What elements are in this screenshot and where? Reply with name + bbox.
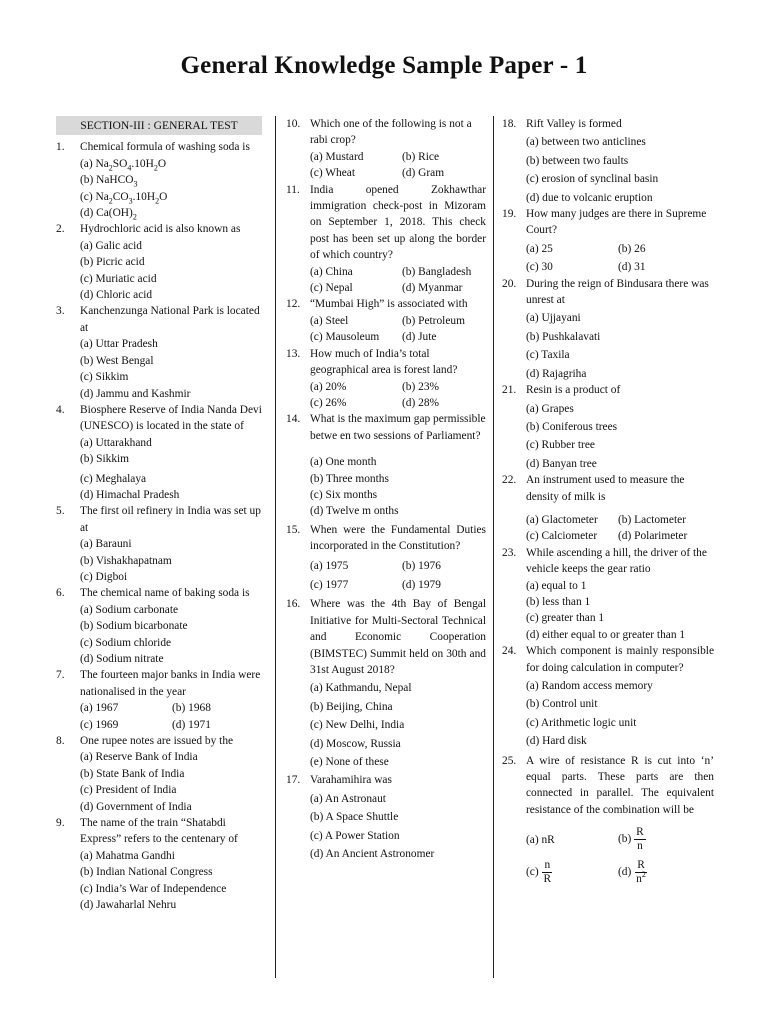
- question-text: What is the maximum gap permissible betwe en two sessions of Parliament?: [310, 413, 486, 442]
- option-c: (c) A Power Station: [310, 829, 400, 842]
- option-d: (d) Jawaharlal Nehru: [80, 899, 177, 912]
- option-a: (a) Mustard: [310, 150, 364, 163]
- option-a: (a) Reserve Bank of India: [80, 751, 198, 764]
- question-19: [502, 206, 714, 276]
- question-text: The first oil refinery in India was set up at: [80, 505, 261, 534]
- question-text: Varahamihira was: [310, 774, 392, 787]
- question-text: The chemical name of baking soda is: [80, 587, 250, 600]
- column-3: [502, 116, 714, 886]
- option-a: (a) Mahatma Gandhi: [80, 849, 175, 862]
- question-number: 9.: [56, 817, 65, 830]
- question-number: 7.: [56, 669, 65, 682]
- question-number: 18.: [502, 118, 517, 130]
- question-text: Kanchenzunga National Park is located at: [80, 305, 260, 334]
- question-17: [286, 772, 486, 862]
- option-b: (b) 1968: [172, 702, 211, 715]
- option-d: (d) Hard disk: [526, 735, 587, 748]
- option-b: (b) Pushkalavati: [526, 330, 601, 343]
- option-a: (a) Ujjayani: [526, 312, 581, 325]
- option-c: (c) Six months: [310, 488, 378, 501]
- question-text: Resin is a product of: [526, 384, 621, 397]
- column-divider: [493, 116, 494, 978]
- fraction: $\frac{n}{R}$: [543, 859, 552, 886]
- fraction: $\frac{R}{n^2}$: [636, 859, 646, 886]
- question-text: How much of India’s total geographical area is forest land?: [310, 347, 458, 377]
- option-a: (a) Barauni: [80, 538, 132, 551]
- option-a: (a) China: [310, 265, 353, 278]
- option-b: (b) 26: [618, 242, 646, 255]
- option-c: (c) Digboi: [80, 570, 128, 583]
- option-b: (b) 23%: [402, 380, 440, 393]
- question-8: [56, 733, 262, 815]
- option-b: (b) less than 1: [526, 595, 591, 608]
- option-c: (c) Sikkim: [80, 371, 129, 384]
- question-12: [286, 296, 486, 345]
- option-b: (b) West Bengal: [80, 354, 154, 367]
- question-number: 24.: [502, 645, 517, 658]
- option-a: (a) Steel: [310, 314, 349, 327]
- question-13: [286, 346, 486, 412]
- option-c: (c) Rubber tree: [526, 439, 595, 452]
- option-b: (b) 1976: [402, 559, 441, 572]
- question-15: [286, 522, 486, 594]
- option-a: (a) Sodium carbonate: [80, 603, 179, 616]
- option-d: (d) Gram: [402, 167, 445, 180]
- question-18: [502, 116, 714, 206]
- option-a: (a) One month: [310, 456, 377, 469]
- option-d: (d) Sodium nitrate: [80, 653, 164, 665]
- question-text: Chemical formula of washing soda is: [80, 141, 250, 154]
- option-d: (d) $\frac{R}{n^2}$: [618, 859, 646, 886]
- option-a: (a) 20%: [310, 380, 347, 393]
- question-text: India opened Zokhawthar immigration check-post in Mizoram on September 1, 2018. This check post has been set up along the border of which country?: [310, 183, 486, 262]
- question-text: Which one of the following is not a rabi crop?: [310, 118, 472, 147]
- option-b: (b) Petroleum: [402, 314, 465, 327]
- question-text: An instrument used to measure the density of milk is: [526, 474, 685, 503]
- option-a: (a) $Na_2SO_4.10H_2O$: [80, 157, 167, 173]
- question-text: Hydrochloric acid is also known as: [80, 223, 241, 236]
- option-c: (c) Mausoleum: [310, 331, 380, 344]
- question-number: 12.: [286, 298, 301, 311]
- option-b: (b) Coniferous trees: [526, 420, 618, 433]
- option-c: (c) Meghalaya: [80, 472, 147, 485]
- option-b: (b) Indian National Congress: [80, 866, 213, 879]
- question-6: [56, 585, 262, 667]
- option-a: (a) Random access memory: [526, 680, 653, 692]
- option-b: (b) Control unit: [526, 698, 598, 711]
- question-21: [502, 382, 714, 472]
- question-text: During the reign of Bindusara there was unrest at: [526, 277, 709, 307]
- question-number: 10.: [286, 118, 301, 130]
- option-b: (b) between two faults: [526, 154, 629, 167]
- option-a: (a) Glactometer: [526, 513, 598, 526]
- question-number: 8.: [56, 735, 65, 748]
- option-a: (a) 1975: [310, 559, 349, 572]
- option-d: (d) Polarimeter: [618, 530, 688, 543]
- option-d: (d) Chloric acid: [80, 289, 153, 302]
- option-d: (d) 1971: [172, 718, 211, 731]
- question-25: [502, 753, 714, 887]
- question-text: Biosphere Reserve of India Nanda Devi (UNESCO) is located in the state of: [80, 403, 262, 433]
- option-b: (b) State Bank of India: [80, 767, 185, 780]
- question-2: [56, 221, 262, 303]
- option-d: (d) Twelve m onths: [310, 505, 399, 518]
- question-22: [502, 472, 714, 545]
- question-14: [286, 411, 486, 519]
- question-number: 1.: [56, 141, 65, 154]
- column-divider: [275, 116, 276, 978]
- option-b: (b) $\frac{R}{n}$: [618, 826, 644, 853]
- option-c: (c) Arithmetic logic unit: [526, 716, 637, 729]
- question-text: When were the Fundamental Duties incorporated in the Constitution?: [310, 523, 486, 553]
- question-text: How many judges are there in Supreme Court?: [526, 208, 707, 237]
- option-d: (d) due to volcanic eruption: [526, 191, 653, 204]
- option-c: (c) New Delhi, India: [310, 719, 405, 732]
- question-number: 14.: [286, 413, 301, 426]
- question-number: 6.: [56, 587, 65, 600]
- question-number: 4.: [56, 403, 65, 416]
- option-a: (a) Uttarakhand: [80, 436, 152, 449]
- option-c: (c) 30: [526, 261, 553, 274]
- question-text: A wire of resistance R is cut into ‘n’ equal parts. These parts are then connected in parallel. The equivalent resistance of the combination will be: [526, 754, 714, 816]
- question-text: Which component is mainly responsible for doing calculation in computer?: [526, 645, 714, 674]
- option-a: (a) Galic acid: [80, 239, 142, 252]
- option-d: (d) Banyan tree: [526, 457, 597, 470]
- option-d: (d) An Ancient Astronomer: [310, 848, 435, 861]
- question-4: [56, 402, 262, 503]
- question-16: [286, 596, 486, 770]
- option-c: (c) $\frac{n}{R}$: [526, 859, 552, 886]
- option-c: (c) 26%: [310, 396, 347, 409]
- option-d: (d) Rajagriha: [526, 367, 587, 380]
- section-heading: SECTION-III : GENERAL TEST: [56, 116, 262, 135]
- option-c: (c) India’s War of Independence: [80, 882, 227, 895]
- option-a: (a) between two anticlines: [526, 136, 646, 149]
- option-d: (d) Myanmar: [402, 282, 463, 295]
- option-a: (a) Grapes: [526, 402, 574, 415]
- fraction: $\frac{R}{n}$: [636, 826, 644, 853]
- option-c: (c) Taxila: [526, 349, 570, 362]
- question-number: 16.: [286, 598, 301, 611]
- option-c: (c) $Na_2CO_3.10H_2O$: [80, 190, 168, 205]
- option-a: (a) Uttar Pradesh: [80, 338, 158, 351]
- option-c: (c) President of India: [80, 784, 177, 797]
- option-b: (b) Vishakhapatnam: [80, 554, 172, 567]
- option-b: (b) NaHCO$_3$: [80, 174, 138, 189]
- question-text: While ascending a hill, the driver of the vehicle keeps the gear ratio: [526, 546, 707, 576]
- option-b: (b) Picric acid: [80, 256, 145, 269]
- option-d: (d) either equal to or greater than 1: [526, 628, 686, 641]
- option-b: (b) Three months: [310, 472, 389, 485]
- question-number: 15.: [286, 523, 301, 536]
- question-number: 23.: [502, 546, 517, 559]
- question-text: “Mumbai High” is associated with: [310, 298, 468, 311]
- option-a: (a) 1967: [80, 702, 119, 715]
- option-b: (b) Bangladesh: [402, 265, 472, 278]
- option-e: (e) None of these: [310, 756, 389, 769]
- question-text: The fourteen major banks in India were nationalised in the year: [80, 669, 261, 698]
- question-9: [56, 815, 262, 913]
- question-text: Rift Valley is formed: [526, 118, 622, 130]
- column-1: [56, 116, 262, 914]
- option-d: (d) $Ca(OH)_2$: [80, 207, 137, 222]
- column-2: [286, 116, 486, 862]
- option-b: (b) Lactometer: [618, 513, 686, 526]
- question-number: 11.: [286, 183, 300, 196]
- option-d: (d) Moscow, Russia: [310, 737, 401, 750]
- question-number: 17.: [286, 774, 301, 787]
- question-number: 25.: [502, 754, 517, 767]
- option-c: (c) Nepal: [310, 282, 353, 295]
- question-text: The name of the train “Shatabdi Express” refers to the centenary of: [80, 817, 238, 846]
- question-number: 2.: [56, 223, 65, 236]
- question-number: 22.: [502, 474, 517, 487]
- question-number: 21.: [502, 384, 517, 397]
- option-c: (c) 1969: [80, 718, 119, 731]
- question-number: 3.: [56, 305, 65, 318]
- question-20: [502, 276, 714, 382]
- question-7: [56, 667, 262, 733]
- question-5: [56, 503, 262, 585]
- option-c: (c) greater than 1: [526, 612, 605, 625]
- question-23: [502, 545, 714, 643]
- option-c: (c) Sodium chloride: [80, 636, 172, 649]
- page-title: General Knowledge Sample Paper - 1: [180, 52, 588, 79]
- question-number: 13.: [286, 347, 301, 360]
- option-a: (a) 25: [526, 242, 553, 255]
- question-11: [286, 182, 486, 297]
- option-b: (b) A Space Shuttle: [310, 811, 399, 824]
- question-3: [56, 303, 262, 401]
- option-b: (b) Rice: [402, 150, 440, 163]
- option-c: (c) 1977: [310, 578, 349, 591]
- option-d: (d) 1979: [402, 578, 441, 591]
- question-number: 5.: [56, 505, 65, 518]
- question-text: One rupee notes are issued by the: [80, 735, 234, 748]
- option-a: (a) Kathmandu, Nepal: [310, 682, 412, 695]
- option-c: (c) erosion of synclinal basin: [526, 173, 659, 186]
- option-d: (d) Government of India: [80, 800, 192, 813]
- option-b: (b) Sodium bicarbonate: [80, 620, 188, 633]
- option-c: (c) Wheat: [310, 167, 356, 180]
- question-number: 19.: [502, 208, 517, 221]
- option-d: (d) 31: [618, 261, 646, 274]
- question-1: [56, 139, 262, 221]
- question-text: Where was the 4th Bay of Bengal Initiative for Multi-Sectoral Technical and Economic Cooperation (BIMSTEC) Summit held on 30th and 31st August 2018?: [310, 598, 486, 676]
- option-b: (b) Beijing, China: [310, 700, 393, 713]
- option-d: (d) 28%: [402, 396, 440, 409]
- option-a: (a) An Astronaut: [310, 792, 386, 805]
- question-10: [286, 116, 486, 182]
- option-d: (d) Jute: [402, 331, 437, 344]
- question-24: [502, 643, 714, 749]
- option-d: (d) Himachal Pradesh: [80, 488, 180, 501]
- option-d: (d) Jammu and Kashmir: [80, 387, 191, 400]
- question-number: 20.: [502, 277, 517, 290]
- option-a: (a) equal to 1: [526, 579, 587, 592]
- option-c: (c) Muriatic acid: [80, 272, 157, 285]
- option-c: (c) Calciometer: [526, 530, 598, 543]
- option-a: (a) nR: [526, 833, 555, 846]
- option-b: (b) Sikkim: [80, 453, 130, 466]
